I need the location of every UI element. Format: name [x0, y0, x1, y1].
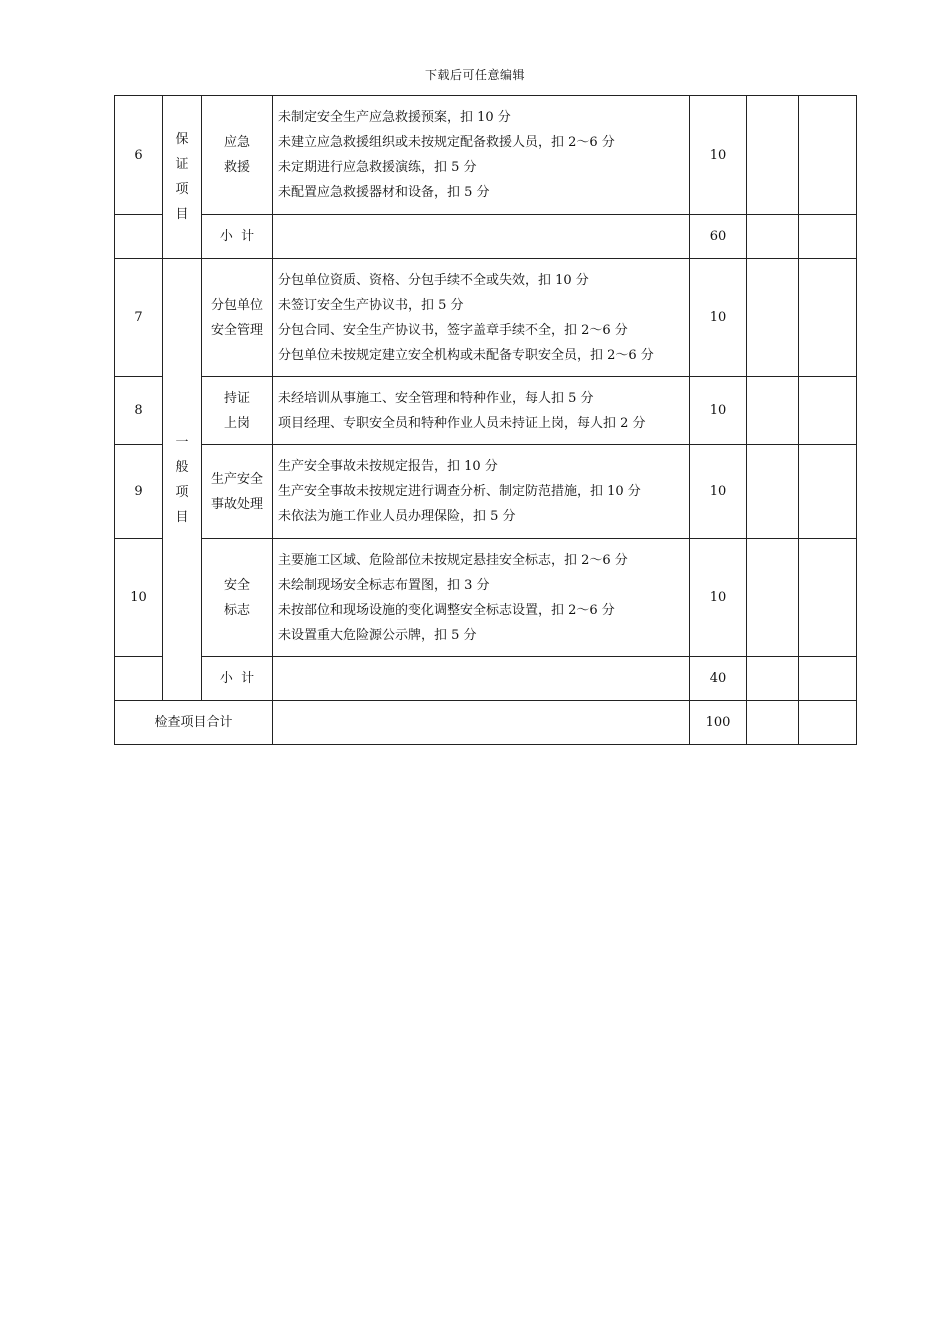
deducted-score-cell — [747, 657, 799, 701]
item-number: 9 — [115, 445, 163, 539]
check-item-name: 安全 标志 — [202, 539, 273, 657]
deduction-standards: 生产安全事故未按规定报告，扣 10 分 生产安全事故未按规定进行调查分析、制定防范措施，扣 10 分 未依法为施工作业人员办理保险，扣 5 分 — [273, 445, 690, 539]
check-item-name: 分包单位 安全管理 — [202, 259, 273, 377]
actual-score-cell — [799, 259, 857, 377]
actual-score-cell — [799, 215, 857, 259]
empty-cell — [115, 215, 163, 259]
table-row — [115, 259, 857, 377]
table-row — [115, 377, 857, 445]
check-item-name: 应急 救援 — [202, 96, 273, 215]
subtotal-score: 60 — [690, 215, 747, 259]
subtotal-label: 小 计 — [202, 215, 273, 259]
deducted-score-cell — [747, 539, 799, 657]
table-row — [115, 539, 857, 657]
deducted-score-cell — [747, 259, 799, 377]
deduction-standards: 未制定安全生产应急救援预案，扣 10 分 未建立应急救援组织或未按规定配备救援人员，扣 2～6 分 未定期进行应急救援演练，扣 5 分 未配置应急救援器材和设备，扣 5 分 — [273, 96, 690, 215]
subtotal-row — [115, 215, 857, 259]
total-score: 100 — [690, 701, 747, 745]
empty-cell — [273, 657, 690, 701]
deducted-score-cell — [747, 701, 799, 745]
item-number: 6 — [115, 96, 163, 215]
score-value: 10 — [690, 259, 747, 377]
actual-score-cell — [799, 445, 857, 539]
check-item-name: 生产安全 事故处理 — [202, 445, 273, 539]
actual-score-cell — [799, 539, 857, 657]
subtotal-score: 40 — [690, 657, 747, 701]
group-label-general: 一 般 项 目 — [163, 259, 202, 701]
actual-score-cell — [799, 657, 857, 701]
deduction-standards: 分包单位资质、资格、分包手续不全或失效，扣 10 分 未签订安全生产协议书，扣 5 分 分包合同、安全生产协议书，签字盖章手续不全，扣 2～6 分 分包单位未按规定建立安全机构或未配备专职安全员，扣 2～6 分 — [273, 259, 690, 377]
safety-inspection-table — [114, 95, 857, 745]
table-row — [115, 445, 857, 539]
score-value: 10 — [690, 539, 747, 657]
page-header: 下载后可任意编辑 — [424, 68, 525, 82]
deducted-score-cell — [747, 215, 799, 259]
deducted-score-cell — [747, 445, 799, 539]
deduction-standards: 主要施工区域、危险部位未按规定悬挂安全标志，扣 2～6 分 未绘制现场安全标志布置图，扣 3 分 未按部位和现场设施的变化调整安全标志设置，扣 2～6 分 未设置重大危险源公示牌，扣 5 分 — [273, 539, 690, 657]
item-number: 8 — [115, 377, 163, 445]
deducted-score-cell — [747, 96, 799, 215]
item-number: 10 — [115, 539, 163, 657]
deducted-score-cell — [747, 377, 799, 445]
subtotal-label: 小 计 — [202, 657, 273, 701]
check-item-name: 持证 上岗 — [202, 377, 273, 445]
total-row — [115, 701, 857, 745]
empty-cell — [115, 657, 163, 701]
group-label-guarantee: 保 证 项 目 — [163, 96, 202, 259]
actual-score-cell — [799, 701, 857, 745]
actual-score-cell — [799, 377, 857, 445]
empty-cell — [273, 701, 690, 745]
item-number: 7 — [115, 259, 163, 377]
deduction-standards: 未经培训从事施工、安全管理和特种作业，每人扣 5 分 项目经理、专职安全员和特种作业人员未持证上岗，每人扣 2 分 — [273, 377, 690, 445]
subtotal-row — [115, 657, 857, 701]
table-row — [115, 96, 857, 215]
actual-score-cell — [799, 96, 857, 215]
score-value: 10 — [690, 377, 747, 445]
score-value: 10 — [690, 96, 747, 215]
empty-cell — [273, 215, 690, 259]
total-label: 检查项目合计 — [115, 701, 273, 745]
score-value: 10 — [690, 445, 747, 539]
